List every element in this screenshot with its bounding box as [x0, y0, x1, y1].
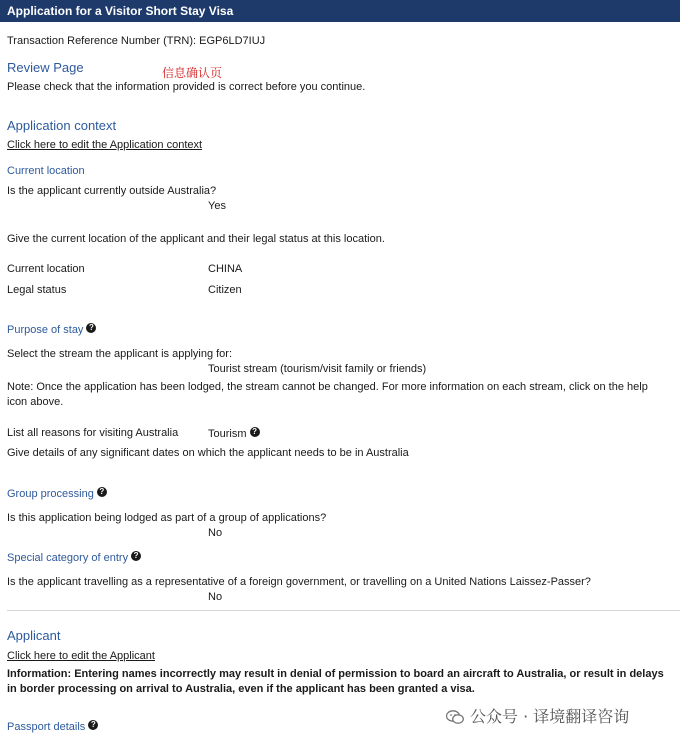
purpose-of-stay-label: Purpose of stay	[7, 324, 84, 336]
special-category-question: Is the applicant travelling as a representative of a foreign government, or travelling on a United Nations Laissez-Passer?	[7, 576, 591, 588]
current-location-label: Current location	[7, 263, 85, 275]
significant-dates-prompt: Give details of any significant dates on which the applicant needs to be in Australia	[7, 447, 409, 459]
group-processing-heading	[7, 487, 107, 500]
stream-value: Tourist stream (tourism/visit family or friends)	[208, 363, 427, 375]
visit-reasons-value: Tourism	[208, 428, 247, 440]
applicant-heading: Applicant	[7, 628, 61, 643]
outside-australia-answer: Yes	[208, 200, 226, 212]
stream-note: Note: Once the application has been lodged, the stream cannot be changed. For more information on each stream, click on the help icon above.	[7, 381, 648, 408]
current-location-value: CHINA	[208, 263, 243, 275]
legal-status-label: Legal status	[7, 284, 67, 296]
applicant-information: Information: Entering names incorrectly may result in denial of permission to board an aircraft to Australia, or result in delays in border processing on arrival to Australia, even if the applicant has been granted a visa.	[7, 668, 664, 695]
group-answer: No	[208, 527, 223, 539]
current-location-prompt: Give the current location of the applicant and their legal status at this location.	[7, 233, 385, 245]
group-question: Is this application being lodged as part of a group of applications?	[7, 512, 327, 524]
special-category-label: Special category of entry	[7, 552, 129, 564]
edit-application-context-link[interactable]: Click here to edit the Application context	[7, 139, 203, 151]
watermark-text: 公众号 · 译境翻译咨询	[470, 707, 630, 726]
passport-details-label: Passport details	[7, 721, 86, 733]
window-title-bar	[0, 0, 680, 22]
review-page-heading: Review Page	[7, 60, 84, 75]
outside-australia-question: Is the applicant currently outside Australia?	[7, 185, 217, 197]
group-help-icon[interactable]: ?	[97, 487, 107, 497]
current-location-heading: Current location	[7, 165, 85, 177]
reasons-help-icon[interactable]: ?	[250, 427, 260, 437]
purpose-of-stay-heading	[7, 323, 96, 336]
passport-help-icon[interactable]: ?	[88, 720, 98, 730]
trn-text: Transaction Reference Number (TRN): EGP6LD7IUJ	[7, 35, 266, 47]
special-category-answer: No	[208, 591, 223, 603]
visit-reasons-field	[208, 427, 260, 440]
application-context-heading: Application context	[7, 118, 117, 133]
legal-status-value: Citizen	[208, 284, 242, 296]
purpose-help-icon[interactable]: ?	[86, 323, 96, 333]
stream-question: Select the stream the applicant is applying for:	[7, 348, 233, 360]
special-help-icon[interactable]: ?	[131, 551, 141, 561]
section-divider	[7, 610, 680, 611]
passport-details-heading	[7, 720, 98, 733]
group-processing-label: Group processing	[7, 488, 94, 500]
wechat-icon	[446, 710, 464, 724]
visit-reasons-label: List all reasons for visiting Australia	[7, 427, 179, 439]
page-title: Application for a Visitor Short Stay Visa	[7, 4, 234, 18]
review-instruction: Please check that the information provided is correct before you continue.	[7, 81, 366, 93]
review-annotation: 信息确认页	[162, 66, 223, 80]
watermark	[442, 702, 633, 729]
edit-applicant-link[interactable]: Click here to edit the Applicant	[7, 650, 155, 662]
special-category-heading	[7, 551, 141, 564]
